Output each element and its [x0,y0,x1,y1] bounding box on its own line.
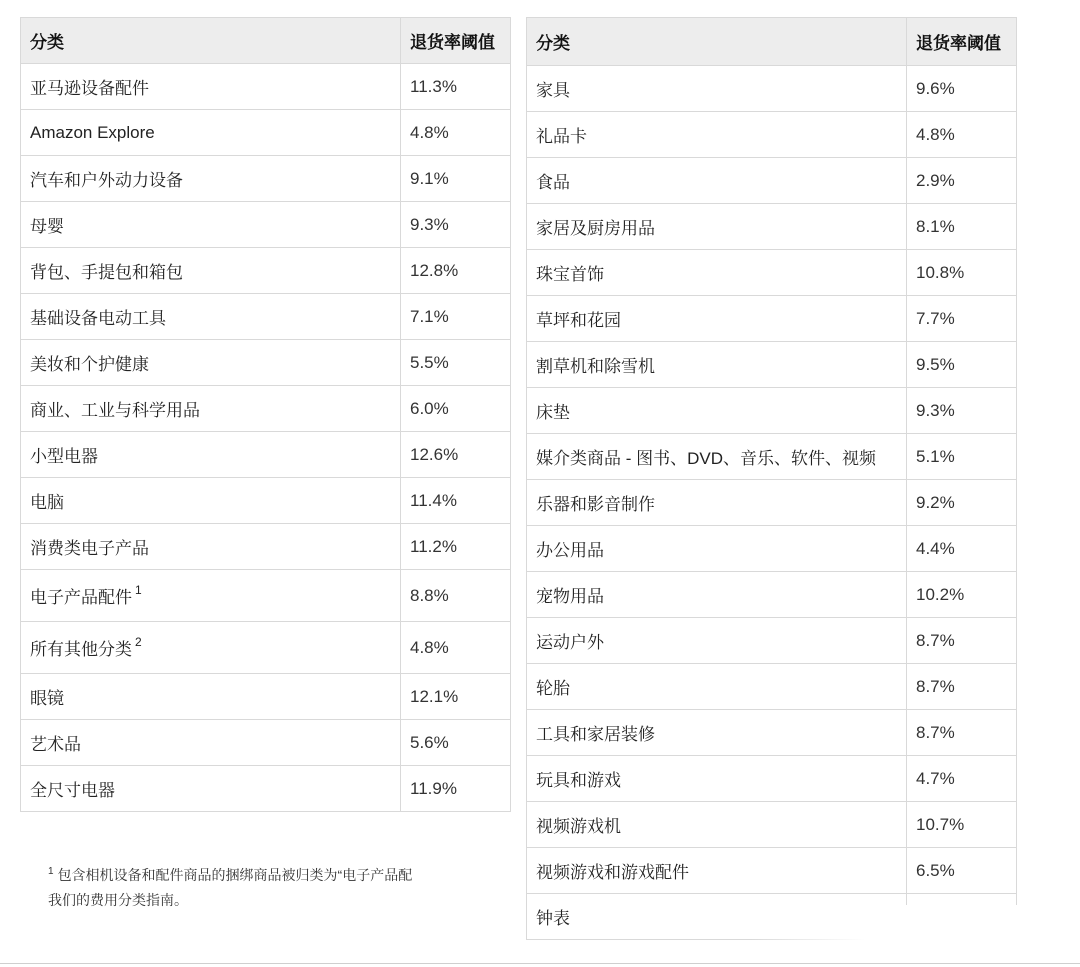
table-row [21,432,511,478]
threshold-cell: 6.5% [907,848,1017,894]
table-row [21,156,511,202]
table-row [527,710,1017,756]
threshold-cell: 5.5% [401,340,511,386]
table-row [527,848,1017,894]
threshold-cell: 4.8% [401,622,511,674]
category-cell: 乐器和影音制作 [527,480,907,526]
table-row [21,110,511,156]
category-cell: 全尺寸电器 [21,766,401,812]
category-cell: 母婴 [21,202,401,248]
threshold-cell: 8.7% [907,618,1017,664]
threshold-cell: 11.3% [401,64,511,110]
category-cell: 礼品卡 [527,112,907,158]
threshold-cell: 9.6% [907,66,1017,112]
table-row [527,342,1017,388]
threshold-cell: 4.7% [907,756,1017,802]
footnote-marker[interactable]: 2 [135,635,142,650]
threshold-cell: 6.0% [401,386,511,432]
fade-overlay [750,905,1080,949]
table-row [21,524,511,570]
category-cell: 消费类电子产品 [21,524,401,570]
category-cell: 运动户外 [527,618,907,664]
table-row [21,248,511,294]
category-cell: 汽车和户外动力设备 [21,156,401,202]
category-cell: 商业、工业与科学用品 [21,386,401,432]
threshold-cell: 11.2% [401,524,511,570]
threshold-cell: 8.7% [907,664,1017,710]
category-cell: 媒介类商品 - 图书、DVD、音乐、软件、视频 [527,434,907,480]
table-row [527,250,1017,296]
table-row [527,66,1017,112]
category-cell: 电脑 [21,478,401,524]
threshold-cell: 8.8% [401,570,511,622]
table-row [527,756,1017,802]
table-row [527,572,1017,618]
category-cell: 珠宝首饰 [527,250,907,296]
category-cell: 家居及厨房用品 [527,204,907,250]
category-cell: 艺术品 [21,720,401,766]
category-cell: 玩具和游戏 [527,756,907,802]
bottom-divider [0,963,1080,964]
footnote-text: 包含相机设备和配件商品的捆绑商品被归类为“电子产品配 [57,867,413,883]
threshold-cell: 11.4% [401,478,511,524]
footnote-marker[interactable]: 1 [135,583,142,598]
threshold-cell: 2.9% [907,158,1017,204]
table-row [527,158,1017,204]
category-cell: 背包、手提包和箱包 [21,248,401,294]
threshold-cell: 7.1% [401,294,511,340]
category-cell: 美妆和个护健康 [21,340,401,386]
return-threshold-table-right [526,17,1017,940]
category-cell: 眼镜 [21,674,401,720]
category-cell: Amazon Explore [21,110,401,156]
footnote [48,864,488,912]
table-row [527,204,1017,250]
threshold-cell: 9.1% [401,156,511,202]
footnote-number: 1 [48,866,54,877]
threshold-cell: 12.8% [401,248,511,294]
threshold-cell: 8.1% [907,204,1017,250]
category-cell: 宠物用品 [527,572,907,618]
category-cell: 视频游戏机 [527,802,907,848]
category-column-header: 分类 [21,18,401,64]
table-row [527,388,1017,434]
category-cell: 草坪和花园 [527,296,907,342]
table-row [21,674,511,720]
threshold-cell: 11.9% [401,766,511,812]
table-row [21,570,511,622]
threshold-cell: 5.6% [401,720,511,766]
table-row [527,802,1017,848]
threshold-cell: 12.6% [401,432,511,478]
category-cell: 钟表 [527,894,907,940]
threshold-cell: 4.4% [907,526,1017,572]
category-cell [21,570,401,622]
category-label: 所有其他分类 [30,640,132,659]
return-threshold-table-left [20,17,511,812]
threshold-cell: 9.2% [907,480,1017,526]
table-row [21,64,511,110]
threshold-cell: 5.1% [907,434,1017,480]
threshold-cell: 8.7% [907,710,1017,756]
table-row [21,766,511,812]
table-row [527,434,1017,480]
threshold-column-header: 退货率阈值 [907,18,1017,66]
threshold-cell: 12.1% [401,674,511,720]
category-column-header: 分类 [527,18,907,66]
table-row [21,202,511,248]
footnote-line [48,864,488,889]
threshold-cell: 10.8% [907,250,1017,296]
table-header-row [527,18,1017,66]
category-label: 电子产品配件 [30,588,132,607]
category-cell: 办公用品 [527,526,907,572]
threshold-cell: 9.3% [907,388,1017,434]
category-cell: 视频游戏和游戏配件 [527,848,907,894]
category-cell: 亚马逊设备配件 [21,64,401,110]
table-row [21,478,511,524]
category-cell: 割草机和除雪机 [527,342,907,388]
table-row [21,622,511,674]
table-row [21,386,511,432]
table-row [527,526,1017,572]
threshold-cell: 4.8% [907,112,1017,158]
table-row [527,480,1017,526]
category-cell: 小型电器 [21,432,401,478]
threshold-cell: 10.7% [907,802,1017,848]
category-cell: 工具和家居装修 [527,710,907,756]
table-row [21,340,511,386]
table-row [527,664,1017,710]
category-cell: 轮胎 [527,664,907,710]
table-header-row [21,18,511,64]
category-cell: 家具 [527,66,907,112]
footnote-line: 我们的费用分类指南。 [48,892,188,908]
threshold-column-header: 退货率阈值 [401,18,511,64]
threshold-cell: 10.2% [907,572,1017,618]
category-cell: 床垫 [527,388,907,434]
category-cell [21,622,401,674]
threshold-cell: 9.3% [401,202,511,248]
table-row [527,112,1017,158]
category-cell: 基础设备电动工具 [21,294,401,340]
threshold-cell: 4.8% [401,110,511,156]
table-row [527,618,1017,664]
threshold-cell: 7.7% [907,296,1017,342]
table-row [21,294,511,340]
table-row [21,720,511,766]
table-row [527,296,1017,342]
category-cell: 食品 [527,158,907,204]
threshold-cell: 9.5% [907,342,1017,388]
